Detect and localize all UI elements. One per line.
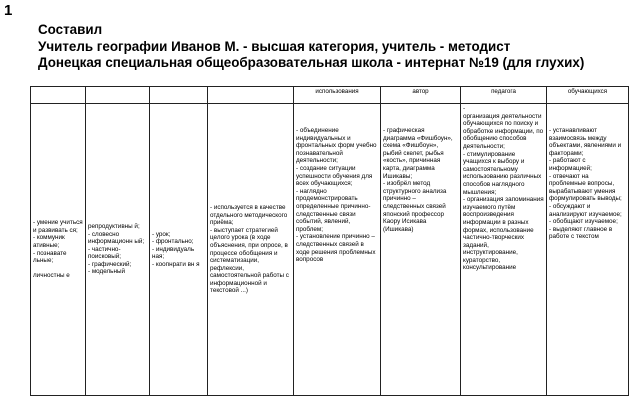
cell-usage: - объединение индивидуальных и фронтальных форм учебно познавательной деятельности; - создание ситуации успешности обучения для всех обучающихся; - наглядно продемонстрировать определенные причинно-следственные связи событий, явлений, проблем; - установление причинно – следственных связей в ходе решения проблемных вопросов (294, 104, 381, 396)
header-cell-usage: использования (294, 87, 381, 104)
cell-forms: - урок; - фронтально; - индивидуаль ная; - коопнрати вн я (150, 104, 208, 396)
header-cell-students: обучающихся (547, 87, 629, 104)
header-cell-teacher: педагога (461, 87, 547, 104)
header-author: Учитель географии Иванов М. - высшая категория, учитель - методист (38, 38, 511, 54)
header-cell-1 (31, 87, 86, 104)
header-cell-2 (86, 87, 150, 104)
cell-teacher-activity: - организация деятельности обучающихся по поиску и обработке информации, по обобщению способов деятельности; - стимулирование учащихся к выбору и самостоятельному использованию различных способов наглядного мышления; - организация запоминания изучаемого путём воспроизведения информации в разных формах, использование частично-творческих заданий, инструктирование, кураторство, консультирование (461, 104, 547, 396)
cell-application: - используется в качестве отдельного методического приёма; - выступает стратегией целого урока (в ходе объяснения, при опросе, в процессе обобщения и систематизации, рефлексии, самостоятельной работы с информационной и текстовой ...) (208, 104, 294, 396)
cell-competencies: - умение учиться и развивать ся; - коммуник ативные; - познавате льные; личностны е (31, 104, 86, 396)
page-number: 1 (4, 2, 13, 19)
cell-student-activity: - устанавливают взаимосвязь между объектами, явлениями и факторами; - работают с информацией; - отвечают на проблемные вопросы, вырабатывают умения формулировать выводы; - обсуждают и анализируют изучаемое; - обобщают изучаемое; - выделяют главное в работе с текстом (547, 104, 629, 396)
cell-author: - графическая диаграмма «Фишбоун», схема «Фишбоун», рыбий скелет, рыбья «кость», причинная карта, диаграмма Ишикавы; - изобрёл метод структурного анализа причинно – следственных связей японский профессор Каору Исикава (Ишикава) (381, 104, 461, 396)
table-header-row (31, 87, 629, 104)
header-compiled-by: Составил (38, 22, 103, 37)
methods-table (30, 86, 629, 396)
document-header (38, 22, 618, 72)
header-cell-3 (150, 87, 208, 104)
header-school: Донецкая специальная общеобразовательная школа - интернат №19 (для глухих) (38, 55, 585, 70)
cell-methods: репродуктивны й; - словесно информационн ый; - частично-поисковый; - графический; - модельный (86, 104, 150, 396)
table-row (31, 104, 629, 396)
header-cell-4 (208, 87, 294, 104)
header-cell-author: автор (381, 87, 461, 104)
